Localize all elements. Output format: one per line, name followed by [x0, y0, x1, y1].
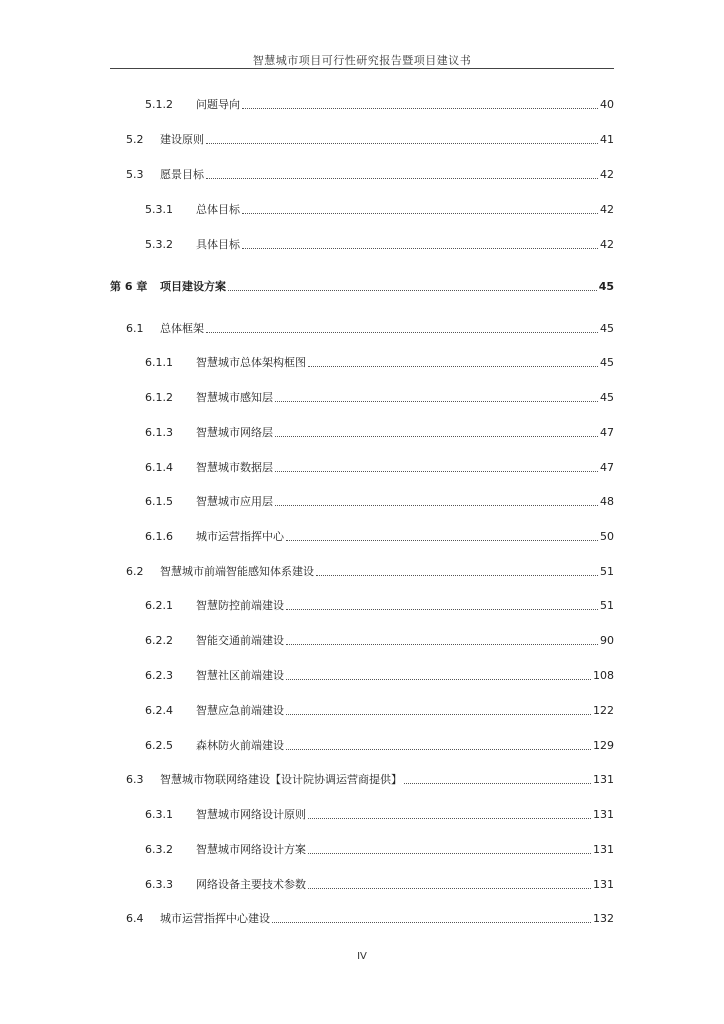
toc-entry-number: 6.2.1	[145, 599, 173, 612]
toc-entry-page: 131	[593, 773, 614, 786]
toc-entry-6-2-1[interactable]	[145, 598, 614, 614]
toc-entry-page: 42	[600, 238, 614, 251]
toc-entry-6-3-1[interactable]	[145, 807, 614, 823]
toc-entry-page: 48	[600, 495, 614, 508]
toc-entry-6-3[interactable]	[126, 772, 614, 788]
dot-leader	[286, 609, 598, 610]
toc-entry-page: 47	[600, 426, 614, 439]
header-divider	[110, 68, 614, 69]
toc-entry-5-2[interactable]	[126, 132, 614, 148]
toc-entry-number: 6.1	[126, 322, 144, 335]
toc-entry-6-1-2[interactable]	[145, 390, 614, 406]
toc-entry-6-3-2[interactable]	[145, 842, 614, 858]
dot-leader	[286, 714, 591, 715]
toc-entry-number: 6.4	[126, 912, 144, 925]
toc-entry-5-3[interactable]	[126, 167, 614, 183]
toc-entry-title: 项目建设方案	[160, 280, 226, 293]
toc-entry-page: 131	[593, 878, 614, 891]
dot-leader	[206, 332, 598, 333]
toc-entry-title: 智慧城市应用层	[196, 495, 273, 508]
toc-entry-title: 智慧城市网络层	[196, 426, 273, 439]
toc-entry-title: 城市运营指挥中心	[196, 530, 284, 543]
toc-entry-6-1-3[interactable]	[145, 425, 614, 441]
toc-entry-title: 总体目标	[196, 203, 240, 216]
toc-entry-number: 6.1.4	[145, 461, 173, 474]
toc-entry-title: 智慧城市网络设计方案	[196, 843, 306, 856]
toc-entry-page: 45	[600, 356, 614, 369]
toc-entry-6-2-5[interactable]	[145, 738, 614, 754]
toc-entry-6-3-3[interactable]	[145, 877, 614, 893]
dot-leader	[286, 540, 598, 541]
dot-leader	[275, 471, 598, 472]
toc-entry-title: 智慧城市前端智能感知体系建设	[160, 565, 314, 578]
toc-entry-title: 具体目标	[196, 238, 240, 251]
toc-entry-title: 智慧城市数据层	[196, 461, 273, 474]
toc-entry-page: 90	[600, 634, 614, 647]
dot-leader	[272, 922, 591, 923]
toc-entry-number: 6.2.4	[145, 704, 173, 717]
toc-entry-number: 5.3	[126, 168, 144, 181]
dot-leader	[286, 644, 598, 645]
toc-entry-number: 6.1.1	[145, 356, 173, 369]
toc-entry-title: 智慧城市物联网络建设【设计院协调运营商提供】	[160, 773, 402, 786]
dot-leader	[308, 366, 598, 367]
toc-entry-title: 智慧社区前端建设	[196, 669, 284, 682]
dot-leader	[228, 290, 597, 291]
toc-entry-page: 131	[593, 843, 614, 856]
toc-entry-number: 5.3.2	[145, 238, 173, 251]
dot-leader	[206, 178, 598, 179]
toc-entry-page: 132	[593, 912, 614, 925]
toc-entry-page: 40	[600, 98, 614, 111]
toc-entry-title: 智慧城市感知层	[196, 391, 273, 404]
toc-entry-page: 42	[600, 168, 614, 181]
toc-entry-title: 智慧防控前端建设	[196, 599, 284, 612]
dot-leader	[316, 575, 598, 576]
toc-entry-page: 45	[598, 280, 614, 293]
dot-leader	[275, 505, 598, 506]
toc-entry-number: 5.1.2	[145, 98, 173, 111]
dot-leader	[286, 749, 591, 750]
dot-leader	[404, 783, 591, 784]
toc-entry-title: 总体框架	[160, 322, 204, 335]
toc-entry-6-2-4[interactable]	[145, 703, 614, 719]
toc-entry-number: 6.1.5	[145, 495, 173, 508]
toc-entry-number: 6.2	[126, 565, 144, 578]
toc-entry-page: 42	[600, 203, 614, 216]
toc-entry-6-1-4[interactable]	[145, 460, 614, 476]
toc-entry-5-1-2[interactable]	[145, 97, 614, 113]
toc-entry-number: 6.3.1	[145, 808, 173, 821]
toc-entry-title: 智慧城市总体架构框图	[196, 356, 306, 369]
dot-leader	[286, 679, 591, 680]
dot-leader	[275, 436, 598, 437]
toc-entry-number: 6.3.2	[145, 843, 173, 856]
dot-leader	[242, 248, 598, 249]
toc-entry-title: 建设原则	[160, 133, 204, 146]
toc-entry-number: 第 6 章	[110, 280, 148, 293]
toc-entry-title: 问题导向	[196, 98, 240, 111]
toc-entry-chapter-6[interactable]	[110, 279, 614, 295]
toc-entry-page: 122	[593, 704, 614, 717]
toc-entry-page: 41	[600, 133, 614, 146]
dot-leader	[206, 143, 598, 144]
toc-entry-number: 6.1.3	[145, 426, 173, 439]
toc-entry-title: 智慧应急前端建设	[196, 704, 284, 717]
toc-entry-page: 51	[600, 599, 614, 612]
dot-leader	[308, 818, 591, 819]
toc-entry-number: 6.1.6	[145, 530, 173, 543]
toc-entry-number: 6.1.2	[145, 391, 173, 404]
toc-entry-5-3-2[interactable]	[145, 237, 614, 253]
toc-entry-number: 5.3.1	[145, 203, 173, 216]
toc-entry-page: 50	[600, 530, 614, 543]
running-header: 智慧城市项目可行性研究报告暨项目建议书	[252, 54, 472, 67]
toc-entry-6-2-2[interactable]	[145, 633, 614, 649]
toc-entry-6-2[interactable]	[126, 564, 614, 580]
toc-entry-title: 智能交通前端建设	[196, 634, 284, 647]
toc-entry-page: 51	[600, 565, 614, 578]
dot-leader	[275, 401, 598, 402]
dot-leader	[308, 853, 591, 854]
toc-entry-page: 45	[600, 391, 614, 404]
dot-leader	[308, 888, 591, 889]
toc-entry-number: 5.2	[126, 133, 144, 146]
dot-leader	[242, 213, 598, 214]
toc-entry-number: 6.3	[126, 773, 144, 786]
toc-entry-title: 网络设备主要技术参数	[196, 878, 306, 891]
toc-entry-number: 6.3.3	[145, 878, 173, 891]
toc-entry-6-1-6[interactable]	[145, 529, 614, 545]
toc-entry-6-4[interactable]	[126, 911, 614, 927]
page-number: IV	[357, 951, 367, 962]
toc-entry-page: 45	[600, 322, 614, 335]
toc-entry-page: 108	[593, 669, 614, 682]
toc-entry-6-1-1[interactable]	[145, 355, 614, 371]
dot-leader	[242, 108, 598, 109]
toc-entry-6-2-3[interactable]	[145, 668, 614, 684]
toc-entry-title: 森林防火前端建设	[196, 739, 284, 752]
toc-entry-page: 131	[593, 808, 614, 821]
toc-entry-number: 6.2.5	[145, 739, 173, 752]
toc-entry-title: 愿景目标	[160, 168, 204, 181]
toc-entry-page: 47	[600, 461, 614, 474]
toc-entry-6-1-5[interactable]	[145, 494, 614, 510]
toc-entry-6-1[interactable]	[126, 321, 614, 337]
toc-entry-number: 6.2.2	[145, 634, 173, 647]
toc-entry-title: 智慧城市网络设计原则	[196, 808, 306, 821]
toc-entry-5-3-1[interactable]	[145, 202, 614, 218]
toc-entry-title: 城市运营指挥中心建设	[160, 912, 270, 925]
toc-entry-page: 129	[593, 739, 614, 752]
toc-entry-number: 6.2.3	[145, 669, 173, 682]
